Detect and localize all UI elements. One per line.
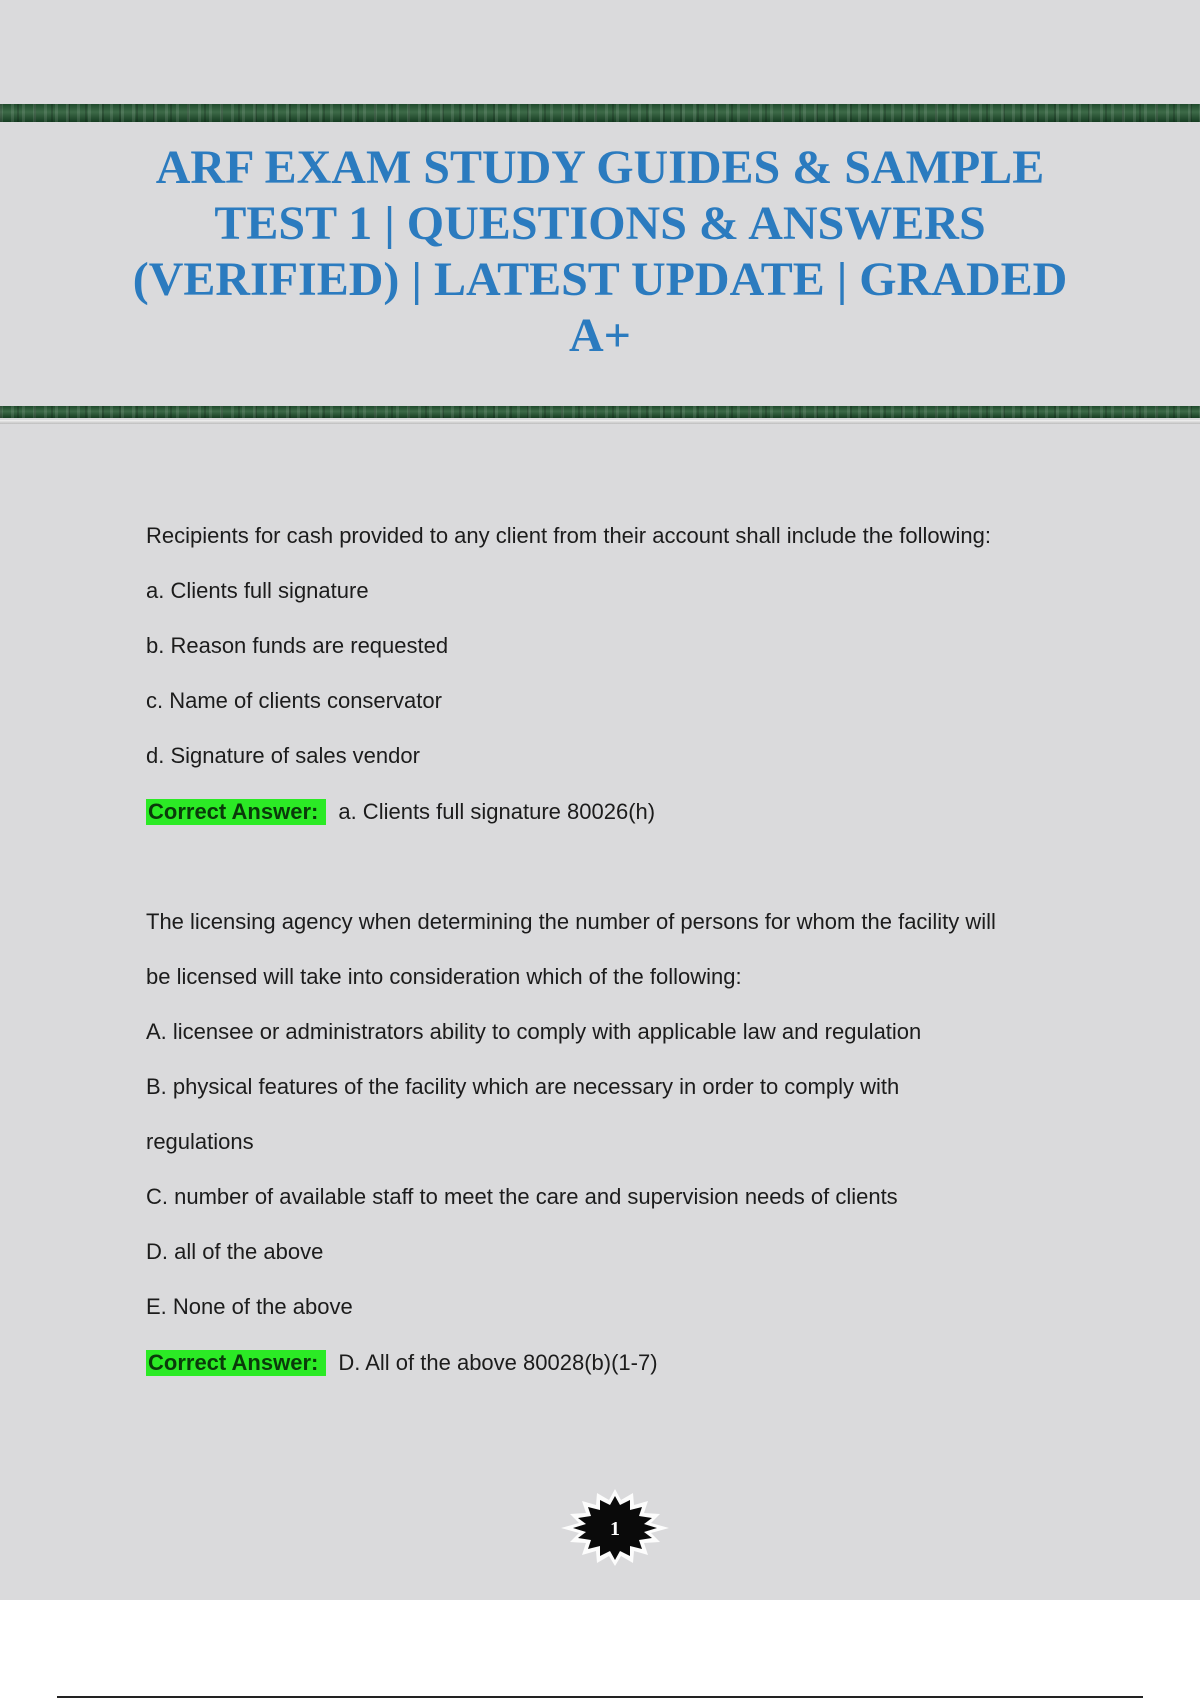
document-title: ARF EXAM STUDY GUIDES & SAMPLE TEST 1 | QUESTIONS & ANSWERS (VERIFIED) | LATEST UPDATE | GRADED A+: [132, 141, 1068, 362]
band-underline: [0, 420, 1200, 424]
decorative-bottom-band: [0, 406, 1200, 418]
question-list: [146, 512, 1106, 1393]
question-spacer: [146, 842, 1106, 898]
answer-option: a. Clients full signature: [146, 578, 369, 603]
page-number: 1: [610, 1518, 620, 1540]
question-prompt: Recipients for cash provided to any client from their account shall include the following:: [146, 523, 992, 548]
correct-answer-text: a. Clients full signature 80026(h): [338, 799, 656, 825]
correct-answer-row: [146, 787, 1106, 842]
correct-answer-text: D. All of the above 80028(b)(1-7): [338, 1350, 658, 1376]
question-block: [146, 898, 1106, 1393]
answer-option: B. physical features of the facility which are necessary in order to comply with: [146, 1074, 900, 1099]
answer-option: C. number of available staff to meet the care and supervision needs of clients: [146, 1184, 898, 1209]
question-prompt: The licensing agency when determining the number of persons for whom the facility will: [146, 909, 996, 934]
answer-option: c. Name of clients conservator: [146, 688, 442, 713]
answer-option: d. Signature of sales vendor: [146, 743, 420, 768]
question-block: [146, 512, 1106, 842]
correct-answer-label: Correct Answer:: [146, 1350, 326, 1376]
answer-option: b. Reason funds are requested: [146, 633, 449, 658]
question-prompt: be licensed will take into consideration which of the following:: [146, 964, 742, 989]
answer-option: A. licensee or administrators ability to comply with applicable law and regulation: [146, 1019, 922, 1044]
correct-answer-row: [146, 1338, 1106, 1393]
page-number-badge: [559, 1488, 671, 1566]
answer-option: D. all of the above: [146, 1239, 324, 1264]
correct-answer-label: Correct Answer:: [146, 799, 326, 825]
answer-option: E. None of the above: [146, 1294, 353, 1319]
decorative-top-band: [0, 104, 1200, 122]
answer-option-continued: regulations: [146, 1129, 254, 1154]
footer-rule: [57, 1696, 1143, 1698]
